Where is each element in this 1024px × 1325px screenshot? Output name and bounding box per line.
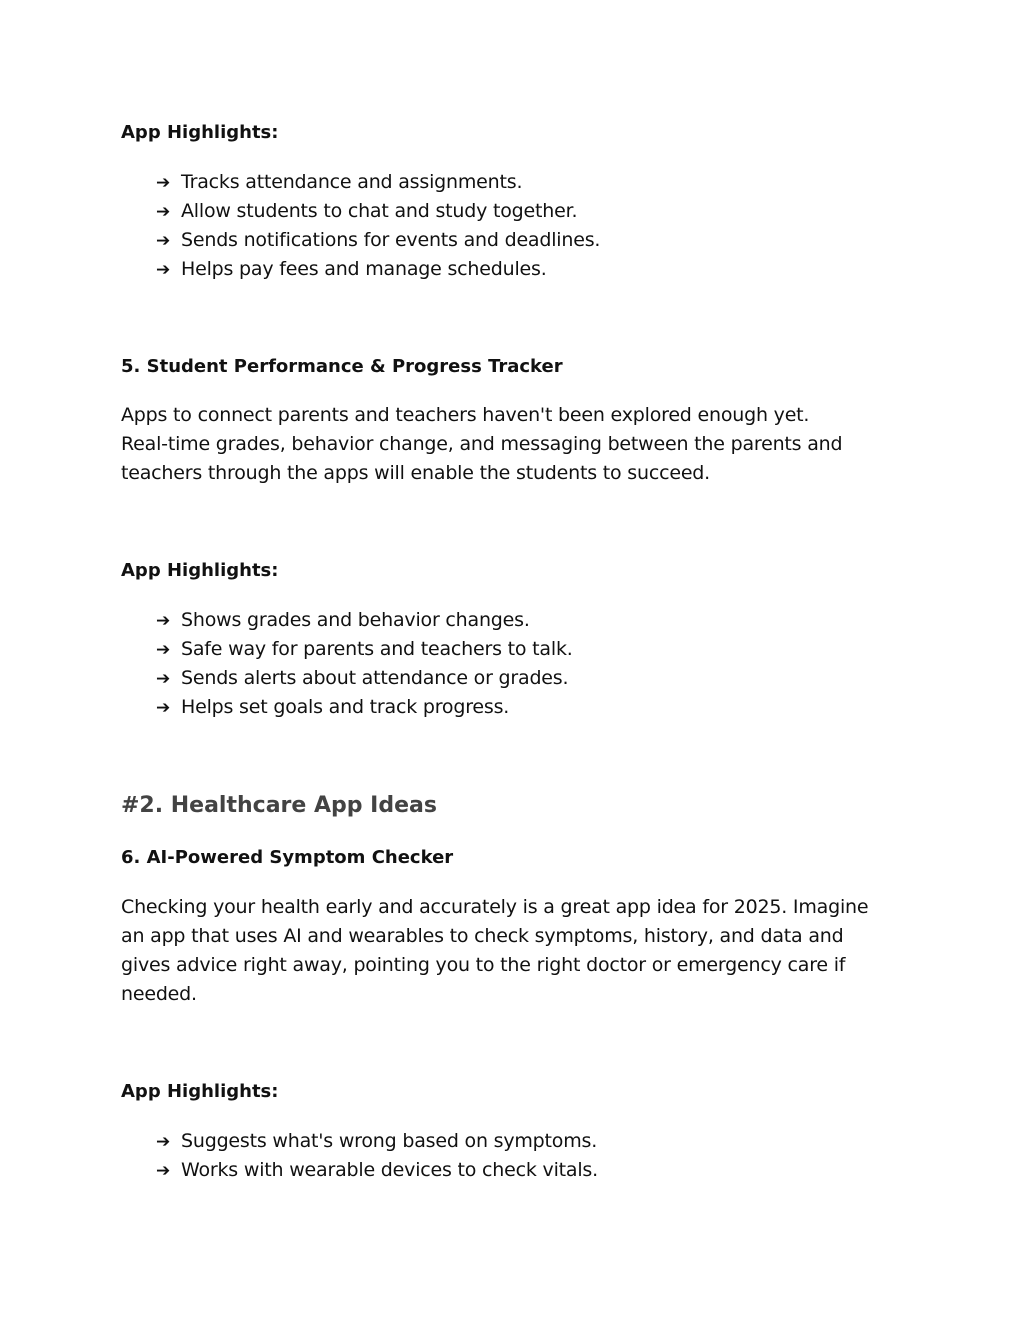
list-item: ➔ Tracks attendance and assignments. [156,168,916,197]
section-title: 5. Student Performance & Progress Tracker [121,356,563,377]
arrow-right-icon: ➔ [156,231,171,251]
arrow-right-icon: ➔ [156,260,171,280]
list-item: ➔ Shows grades and behavior changes. [156,606,916,635]
section-title: 6. AI-Powered Symptom Checker [121,847,454,868]
list-item: ➔ Works with wearable devices to check vitals. [156,1156,916,1185]
list-item: ➔ Helps pay fees and manage schedules. [156,255,916,284]
list-item: ➔ Sends notifications for events and deadlines. [156,226,916,255]
list-item: ➔ Helps set goals and track progress. [156,693,916,722]
highlights-list [156,1127,916,1185]
list-item: ➔ Safe way for parents and teachers to talk. [156,635,916,664]
highlights-list [156,168,916,284]
arrow-right-icon: ➔ [156,1161,171,1181]
highlights-list [156,606,916,722]
list-item: ➔ Sends alerts about attendance or grades. [156,664,916,693]
arrow-right-icon: ➔ [156,173,171,193]
app-highlights-label: App Highlights: [121,1081,279,1102]
arrow-right-icon: ➔ [156,611,171,631]
section-paragraph: Checking your health early and accurately is a great app idea for 2025. Imagine an app that uses AI and wearables to check symptoms, history, and data and gives advice right away, pointing you to the right doctor or emergency care if needed. [121,896,869,1005]
arrow-right-icon: ➔ [156,1132,171,1152]
arrow-right-icon: ➔ [156,669,171,689]
app-highlights-label: App Highlights: [121,560,279,581]
list-item: ➔ Suggests what's wrong based on symptoms. [156,1127,916,1156]
list-item: ➔ Allow students to chat and study together. [156,197,916,226]
app-highlights-label: App Highlights: [121,122,279,143]
arrow-right-icon: ➔ [156,640,171,660]
category-heading: #2. Healthcare App Ideas [121,793,437,818]
arrow-right-icon: ➔ [156,202,171,222]
arrow-right-icon: ➔ [156,698,171,718]
section-paragraph: Apps to connect parents and teachers haven't been explored enough yet. Real-time grades, behavior change, and messaging between the parents and teachers through the apps will enable the students to succeed. [121,404,843,484]
